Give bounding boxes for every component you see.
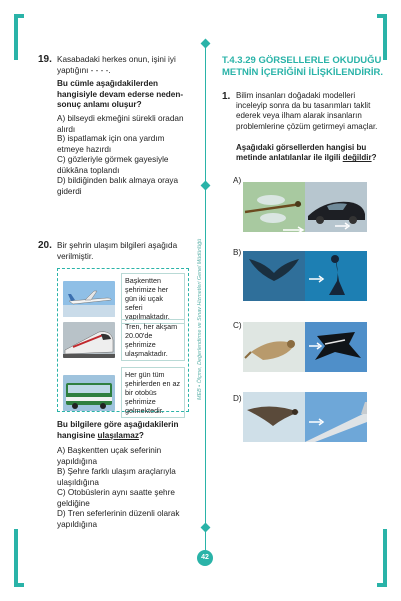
wingsuit-image	[305, 322, 367, 372]
train-image	[63, 322, 115, 358]
question-20-number: 20.	[38, 240, 52, 251]
section-title: T.4.3.29 GÖRSELLERLE OKUDUĞU METNİN İÇERİĞİNİ İLİŞKİLENDİRİR.	[222, 55, 383, 79]
question-19-number: 19.	[38, 54, 52, 65]
question-1-option-c-label[interactable]: C)	[233, 321, 242, 330]
question-20-option-d[interactable]: D) Tren seferlerinin düzenli olarak yapıldığına	[57, 509, 180, 529]
question-1-number: 1.	[222, 91, 231, 102]
question-20-option-c[interactable]: C) Otobüslerin aynı saatte şehre geldiğine	[57, 488, 175, 508]
side-publisher-text: MEB • Ölçme, Değerlendirme ve Sınav Hizmetleri Genel Müdürlüğü	[197, 238, 203, 400]
question-1-stem: Bilim insanları doğadaki modelleri inceleyip sonra da bu tasarımları taklit ederek veya ilham alarak insanların problemlerine çözüm getirmeyi amaçlar.	[236, 91, 378, 131]
question-19-option-a[interactable]: A) bilseydi ekmeğini sürekli oradan alırdı	[57, 114, 184, 134]
flying-squirrel-image	[243, 322, 305, 372]
bird-image	[243, 392, 305, 442]
airplane-wing-image	[305, 392, 367, 442]
question-20-option-b[interactable]: B) Şehre farklı ulaşım araçlarıyla ulaşıldığına	[57, 467, 176, 487]
question-19-option-b[interactable]: B) ispatlamak için ona yardım etmeye hazırdı	[57, 134, 165, 154]
transport-row-bus	[63, 367, 185, 418]
question-19-option-c[interactable]: C) gözleriyle görmek gayesiyle dükkâna toplandı	[57, 155, 169, 175]
sports-car-image	[305, 182, 367, 232]
corner-frame-bottom-right	[377, 529, 387, 587]
bus-image	[63, 375, 115, 411]
question-19-option-d[interactable]: D) bildiğinden balık almaya oraya giderdi	[57, 176, 179, 196]
transport-row-train	[63, 319, 185, 361]
question-1-option-b-label[interactable]: B)	[233, 248, 242, 257]
question-20-option-a[interactable]: A) Başkentten uçak seferinin yapıldığına	[57, 446, 162, 466]
arrow-icon	[282, 226, 306, 234]
question-1-option-d-label[interactable]: D)	[233, 394, 242, 403]
question-1-option-a-label[interactable]: A)	[233, 176, 242, 185]
divider-diamond-bottom	[201, 523, 211, 533]
transport-row-airplane	[63, 273, 185, 324]
divider-diamond-middle	[201, 181, 211, 191]
question-19-stem: Kasabadaki herkes onun, işini iyi yaptığını - - - -.	[57, 55, 176, 75]
diver-fins-image	[305, 251, 367, 301]
question-20-prompt: Bu bilgilere göre aşağıdakilerin hangisine ulaşılamaz?	[57, 420, 179, 440]
question-19-prompt: Bu cümle aşağıdakilerden hangisiyle devam ederse neden-sonuç anlamı oluşur?	[57, 79, 184, 109]
transport-text-airplane: Başkentten şehrimize her gün iki uçak seferi yapılmaktadır.	[121, 273, 185, 324]
whale-tail-image	[243, 251, 305, 301]
question-1-prompt: Aşağıdaki görsellerden hangisi bu metinde anlatılanlar ile ilgili değildir?	[236, 143, 377, 163]
column-divider	[205, 44, 206, 552]
corner-frame-top-right	[377, 14, 387, 60]
question-1-prompt-emphasis: değildir	[342, 153, 372, 163]
page-number: 42	[197, 550, 213, 566]
airplane-image	[63, 281, 115, 317]
corner-frame-bottom-left	[14, 529, 24, 587]
question-20-prompt-emphasis: ulaşılamaz	[97, 430, 139, 440]
transport-text-bus: Her gün tüm şehirlerden en az bir otobüs şehrimize gelmektedir.	[121, 367, 185, 418]
dragonfly-image	[243, 182, 305, 232]
divider-diamond-top	[201, 39, 211, 49]
corner-frame-top-left	[14, 14, 24, 60]
transport-text-train: Tren, her akşam 20.00'de şehrimize ulaşmaktadır.	[121, 319, 185, 361]
transport-info-box	[57, 268, 189, 415]
question-20-stem: Bir şehrin ulaşım bilgileri aşağıda verilmiştir.	[57, 241, 178, 261]
